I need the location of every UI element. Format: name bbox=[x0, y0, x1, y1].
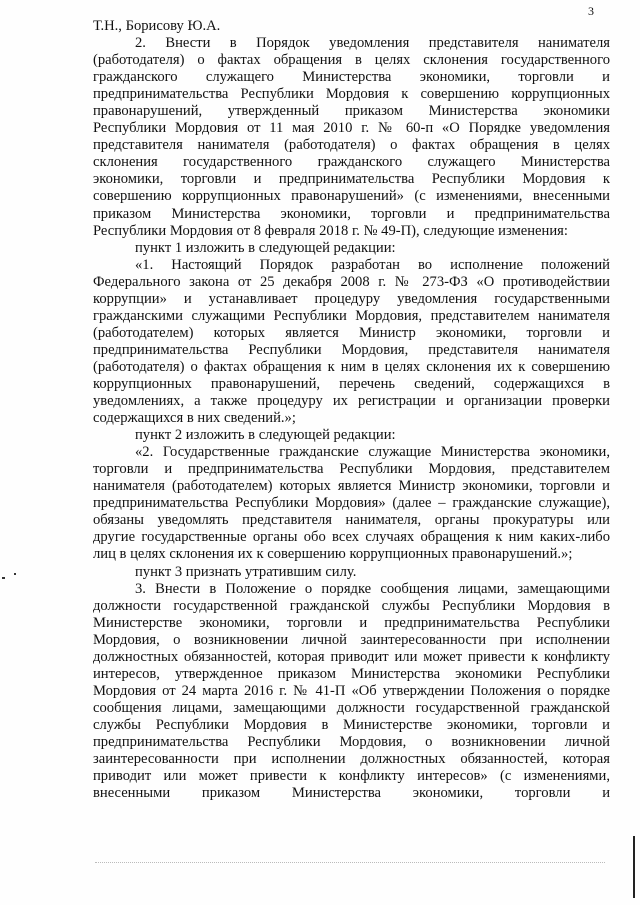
text-line: совершению коррупционных правонарушений» (с изменениями, внесенными bbox=[93, 188, 610, 205]
text-line: правонарушений, утвержденный приказом Министерства экономики bbox=[93, 103, 610, 120]
text-line: службы Республики Мордовия в Министерстве экономики, торговли и bbox=[93, 716, 610, 733]
text-line: «2. Государственные гражданские служащие Министерства экономики, bbox=[135, 444, 610, 461]
text-line: коррупции» и устанавливает процедуру уведомления государственными bbox=[93, 290, 610, 307]
text-line: (работодателя) о фактах обращения в целях склонения государственного bbox=[93, 52, 610, 69]
text-line: предпринимательства Республики Мордовия к совершению коррупционных bbox=[93, 86, 610, 103]
text-line: Республики Мордовия от 8 февраля 2018 г. № 49-П), следующие изменения: bbox=[93, 222, 568, 239]
text-line: 3. Внести в Положение о порядке сообщения лицами, замещающими bbox=[135, 580, 610, 597]
text-line: гражданского служащего Министерства экономики, торговли и bbox=[93, 69, 610, 86]
text-line: предпринимательства Республики Мордовия» (далее – гражданские служащие), bbox=[93, 495, 610, 512]
text-line: приводит или может привести к конфликту интересов» (с изменениями, bbox=[93, 768, 610, 785]
text-line: предпринимательства Республики Мордовия, представителя нанимателя bbox=[93, 341, 610, 358]
text-line: торговли и предпринимательства Республики Мордовия, представителем bbox=[93, 461, 610, 478]
text-line: должности государственной гражданской службы Республики Мордовия в bbox=[93, 597, 610, 614]
text-line: интересов, утвержденное приказом Министерства экономики Республики bbox=[93, 665, 610, 682]
text-line: лиц в целях склонения их к совершению коррупционных правонарушений.»; bbox=[93, 546, 573, 563]
text-line: уведомлениях, а также процедуру их регистрации и организации проверки bbox=[93, 393, 610, 410]
text-line: предпринимательства Республики Мордовия, о возникновении личной bbox=[93, 733, 610, 750]
text-line: «1. Настоящий Порядок разработан во исполнение положений bbox=[135, 256, 610, 273]
text-line: приказом Министерства экономики, торговли и предпринимательства bbox=[93, 205, 610, 222]
scan-artifact bbox=[633, 836, 635, 898]
text-line: коррупционных правонарушений, перечень сведений, содержащихся в bbox=[93, 375, 610, 392]
text-line: пункт 1 изложить в следующей редакции: bbox=[135, 239, 396, 256]
text-line: пункт 3 признать утратившим силу. bbox=[135, 563, 357, 580]
document-body bbox=[93, 18, 610, 802]
scan-artifact bbox=[14, 573, 16, 575]
text-line: экономики, торговли и предпринимательства Республики Мордовия к bbox=[93, 171, 610, 188]
text-line: заинтересованности при исполнении должностных обязанностей, которая bbox=[93, 751, 610, 768]
text-line: склонения государственного гражданского служащего Министерства bbox=[93, 154, 610, 171]
text-line: Республики Мордовия от 11 мая 2010 г. № 60-п «О Порядке уведомления bbox=[93, 120, 610, 137]
text-line: обязаны уведомлять представителя нанимателя, органы прокуратуры или bbox=[93, 512, 610, 529]
text-line: Мордовия, о возникновении личной заинтересованности при исполнении bbox=[93, 631, 610, 648]
text-line: Министерстве экономики, торговли и предпринимательства Республики bbox=[93, 614, 610, 631]
text-line: (работодателем) которых является Министр экономики, торговли и bbox=[93, 324, 610, 341]
text-line: Федерального закона от 25 декабря 2008 г. № 273-ФЗ «О противодействии bbox=[93, 273, 610, 290]
text-line: (работодателя) о фактах обращения к ним в целях склонения их к совершению bbox=[93, 358, 610, 375]
text-line: нанимателя (работодателем) которых является Министр экономики, торговли и bbox=[93, 478, 610, 495]
text-line: 2. Внести в Порядок уведомления представителя нанимателя bbox=[135, 35, 610, 52]
text-line: Т.Н., Борисову Ю.А. bbox=[93, 18, 221, 34]
text-line: гражданскими служащими Республики Мордовия, представителем нанимателя bbox=[93, 307, 610, 324]
text-line: другие государственные органы обо всех случаях обращения к ним каких-либо bbox=[93, 529, 610, 546]
scan-artifact bbox=[95, 862, 605, 863]
page-number: 3 bbox=[588, 4, 594, 18]
text-line: сообщения лицами, замещающими должности государственной гражданской bbox=[93, 699, 610, 716]
text-line: внесенными приказом Министерства экономики, торговли и bbox=[93, 785, 610, 802]
text-line: пункт 2 изложить в следующей редакции: bbox=[135, 427, 396, 444]
text-line: представителя нанимателя (работодателя) о фактах обращения в целях bbox=[93, 137, 610, 154]
text-line: Мордовия от 24 марта 2016 г. № 41-П «Об утверждении Положения о порядке bbox=[93, 682, 610, 699]
text-line: содержащихся в них сведений.»; bbox=[93, 410, 296, 427]
scan-artifact bbox=[2, 577, 5, 579]
text-line: должностных обязанностей, которая приводит или может привести к конфликту bbox=[93, 648, 610, 665]
